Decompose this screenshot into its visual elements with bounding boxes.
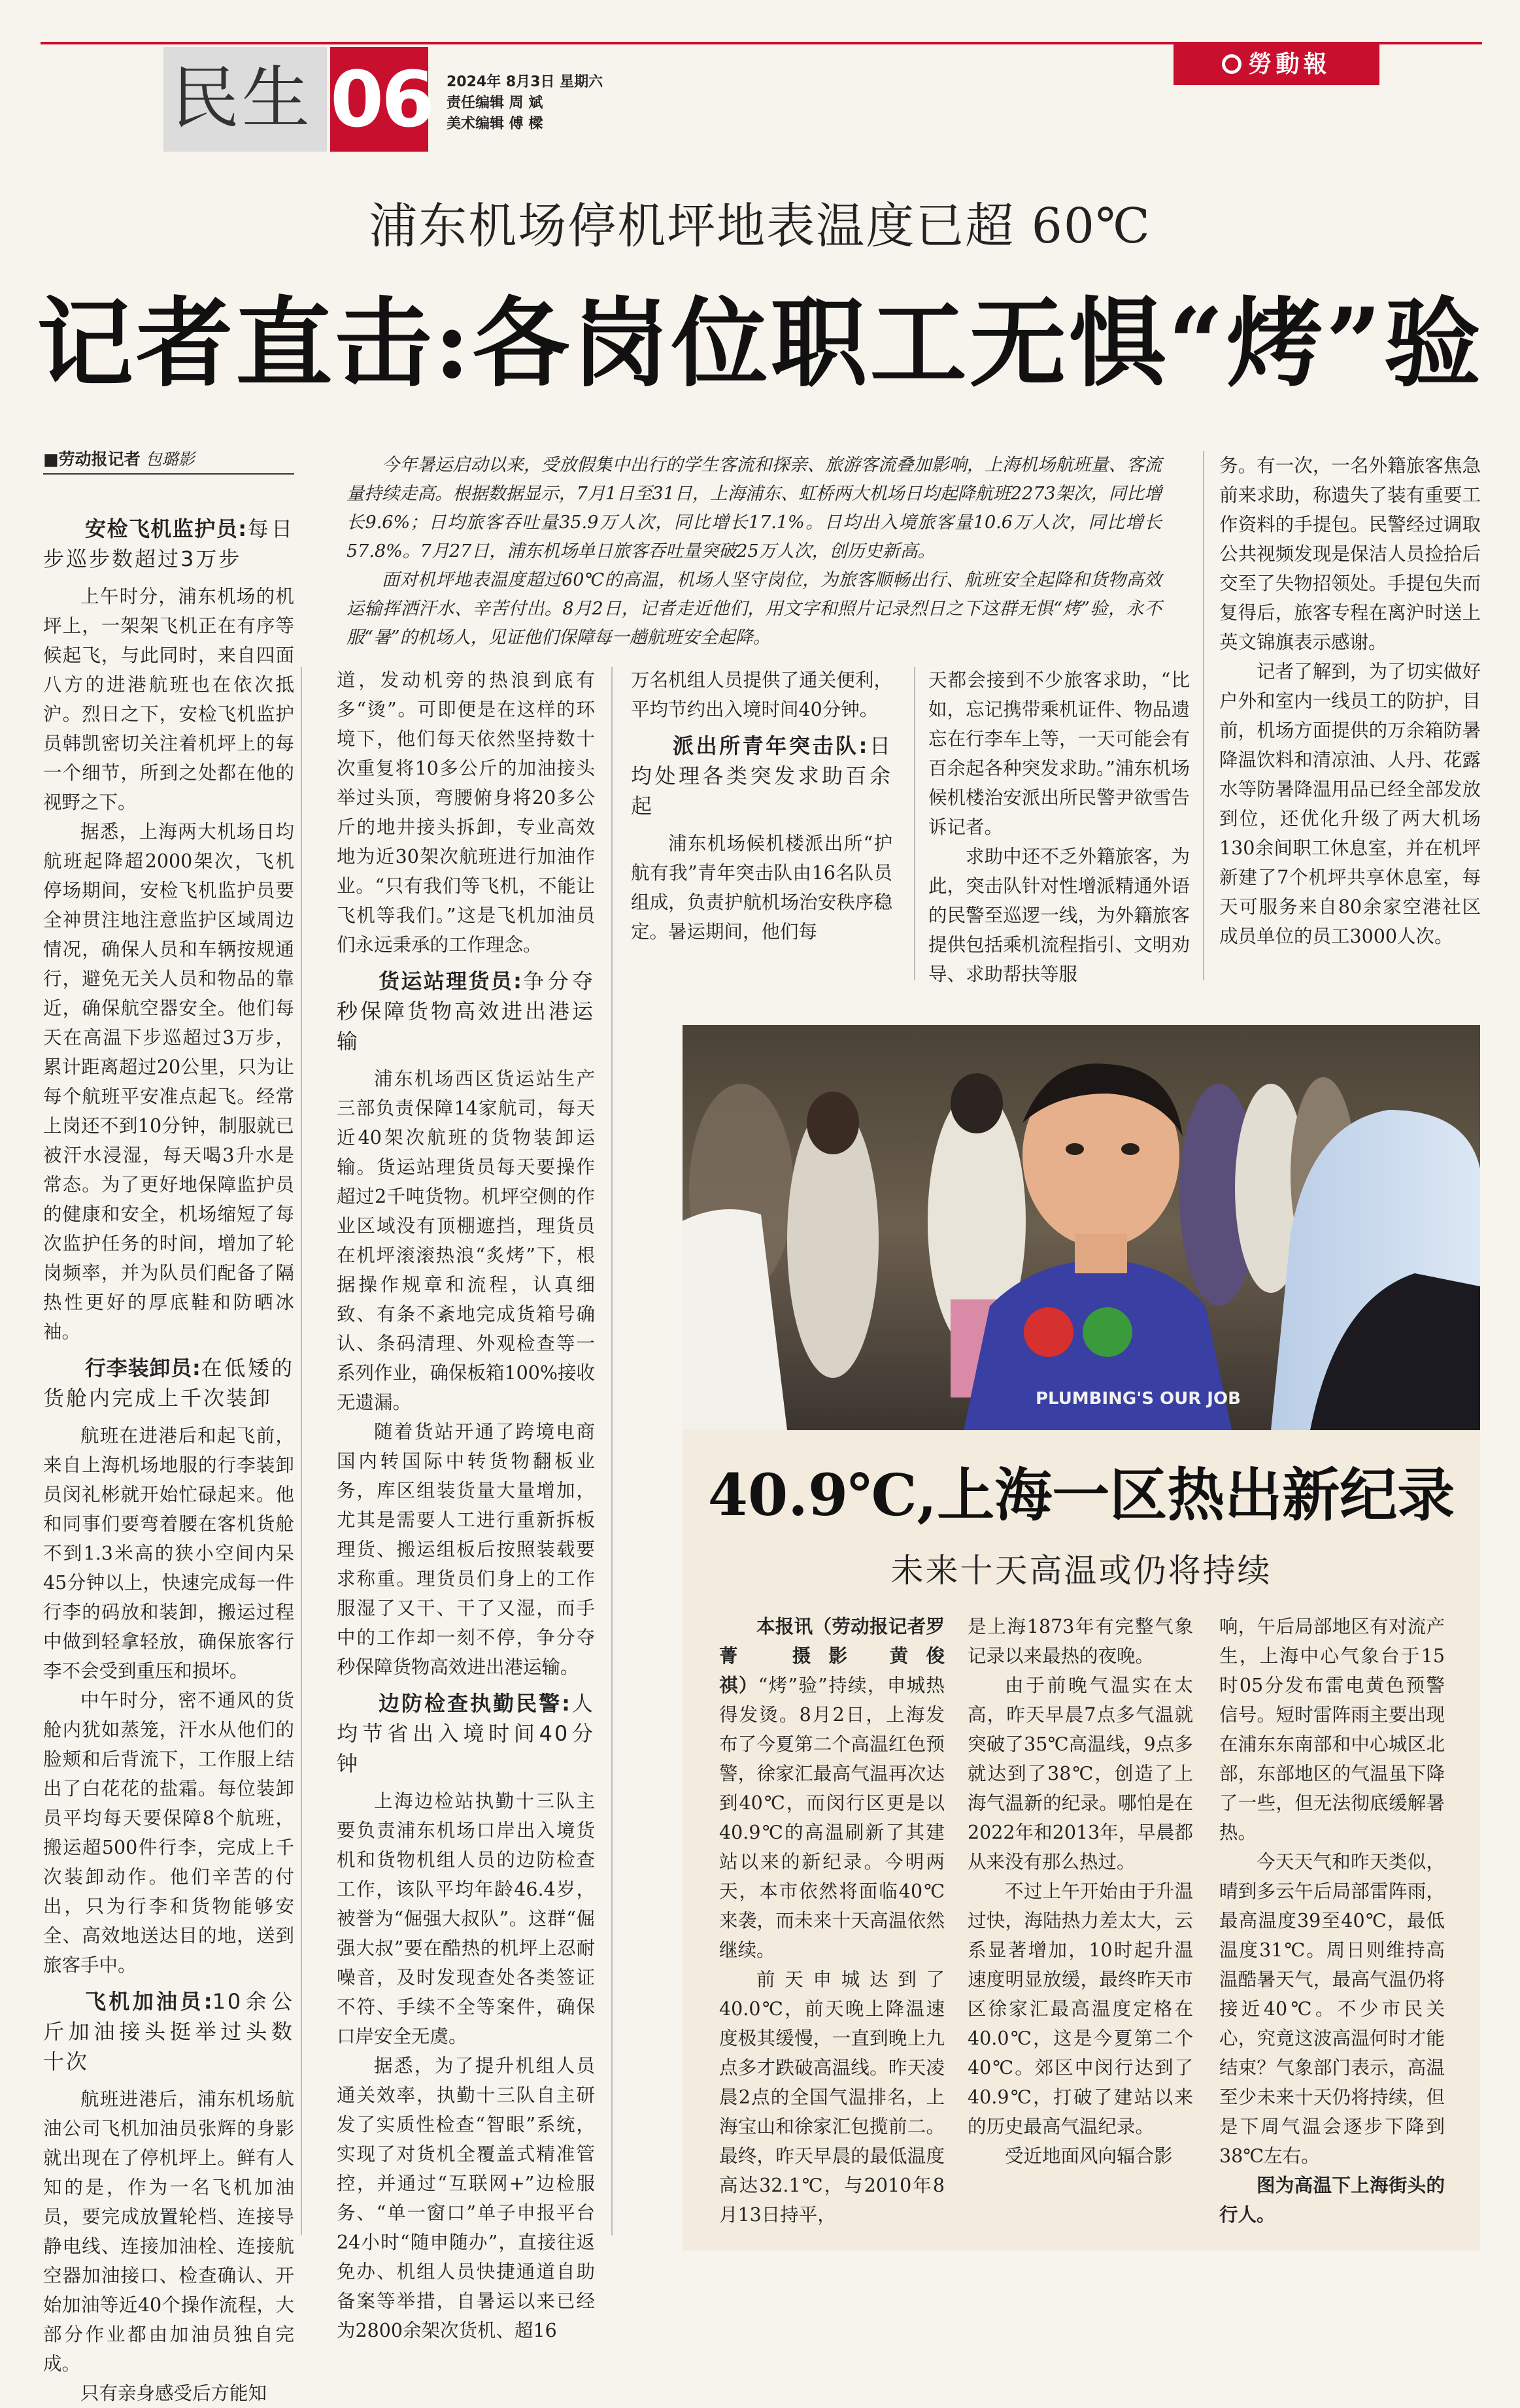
column-rule [301, 667, 302, 2235]
article-column-4 [928, 665, 1190, 989]
weather-column-1 [719, 1612, 945, 2230]
paragraph: 上海边检站执勤十三队主要负责浦东机场口岸出入境货机和货物机组人员的边防检查工作，该队平均年龄46.4岁，被誉为“倔强大叔队”。这群“倔强大叔”要在酷热的机坪上忍耐噪音，及时发现查处各类签证不符、手续不全等案件，确保口岸安全无虞。 [337, 1790, 595, 2047]
paragraph: 天都会接到不少旅客求助，“比如，忘记携带乘机证件、物品遗忘在行李车上等，一天可能会有百余起各种突发求助。”浦东机场候机楼治安派出所民警尹欲雪告诉记者。 [928, 669, 1190, 838]
paragraph: 由于前晚气温实在太高，昨天早晨7点多气温就突破了35℃高温线，9点多就达到了38℃，创造了上海气温新的纪录。哪怕是在2022年和2013年，早晨都从来没有那么热过。 [968, 1675, 1193, 1873]
subhead-rest: 每日步巡步数超过3万步 [43, 516, 294, 571]
column-rule [1203, 451, 1204, 980]
byline [43, 448, 294, 475]
weather-byline: 本报讯（劳动报记者罗菁 摄影 黄俊祺） [719, 1616, 945, 1696]
subhead-bold: 飞机加油员: [85, 1989, 212, 2014]
subhead-bold: 货运站理货员: [379, 969, 522, 994]
article-column-2 [337, 665, 595, 2345]
paragraph: 记者了解到，为了切实做好户外和室内一线员工的防护，目前，机场方面提供的万余箱防暑降温饮料和清凉油、人丹、花露水等防暑降温用品已经全部发放到位，还优化升级了两大机场130余间职工休息室，并在机坪新建了7个机坪共享休息室，每天可服务来自80余家空港社区成员单位的员工3000人次。 [1219, 661, 1481, 947]
subhead-rest: 日均处理各类突发求助百余起 [631, 733, 892, 818]
subhead-border-police [337, 1688, 595, 1779]
article-column-1 [43, 507, 294, 2408]
logo-text: 勞動報 [1248, 50, 1331, 78]
subhead-bold: 安检飞机监护员: [85, 516, 247, 541]
weather-column-3 [1219, 1612, 1445, 2230]
paragraph: 响，午后局部地区有对流产生，上海中心气象台于15时05分发布雷电黄色预警信号。短时雷阵雨主要出现在浦东东南部和中心城区北部，东部地区的气温虽下降了一些，但无法彻底缓解暑热。 [1219, 1616, 1445, 1843]
column-rule [611, 667, 613, 2235]
headline-main: 记者直击:各岗位职工无惧“烤”验 [37, 286, 1483, 400]
tshirt-text: PLUMBING'S OUR JOB [1036, 1389, 1241, 1409]
paragraph: 求助中还不乏外籍旅客，为此，突击队针对性增派精通外语的民警至巡逻一线，为外籍旅客提供包括乘机流程指引、文明劝导、求助帮扶等服 [928, 846, 1190, 985]
byline-label: ■劳动报记者 [43, 450, 141, 469]
paragraph: 航班在进港后和起飞前，来自上海机场地服的行李装卸员闵礼彬就开始忙碌起来。他和同事们要弯着腰在客机货舱不到1.3米高的狭小空间内呆45分钟以上，快速完成每一件行李的码放和装卸，搬运过程中做到轻拿轻放，确保旅客行李不会受到重压和损坏。 [43, 1425, 294, 1682]
subhead-rest: 人均节省出入境时间40分钟 [337, 1691, 595, 1776]
paragraph [719, 1612, 945, 1965]
paragraph: 今天天气和昨天类似，晴到多云午后局部雷阵雨，最高温度39至40℃，最低温度31℃。周日则维持高温酷暑天气，最高气温仍将接近40℃。不少市民关心，究竟这波高温何时才能结束？气象部门表示，高温至少未来十天仍将持续，但是下周气温会逐步下降到38℃左右。 [1219, 1851, 1445, 2167]
paragraph: 务。有一次，一名外籍旅客焦急前来求助，称遗失了装有重要工作资料的手提包。民警经过调取公共视频发现是保洁人员捡拾后交至了失物招领处。手提包失而复得后，旅客专程在离沪时送上英文锦旗表示感谢。 [1219, 455, 1481, 653]
lead-paragraph: 今年暑运启动以来，受放假集中出行的学生客流和探亲、旅游客流叠加影响，上海机场航班量、客流量持续走高。根据数据显示，7月1日至31日，上海浦东、虹桥两大机场日均起降航班2273架次，同比增长9.6%；日均旅客吞吐量35.9万人次，同比增长17.1%。日均出入境旅客量10.6万人次，同比增长57.8%。7月27日，浦东机场单日旅客吞吐量突破25万人次，创历史新高。 [346, 455, 1162, 561]
column-rule [914, 667, 915, 980]
article-column-3 [631, 665, 892, 946]
subhead-baggage-handler [43, 1353, 294, 1413]
page-meta [447, 72, 603, 135]
subhead-cargo-clerk [337, 966, 595, 1056]
section-name: 民生 [171, 58, 313, 138]
page-number: 06 [330, 47, 428, 152]
responsible-editor: 责任编辑 周 斌 [447, 95, 543, 111]
paragraph: 随着货站开通了跨境电商国内转国际中转货物翻板业务，库区组装货量大量增加，尤其是需要人工进行重新拆板理货、搬运组板后按照装载要求称重。理货员们身上的工作服湿了又干、干了又湿，而手中的工作却一刻不停，争分夺秒保障货物高效进出港运输。 [337, 1421, 595, 1678]
article-lead [346, 451, 1162, 652]
paragraph: 只有亲身感受后方能知 [80, 2383, 267, 2404]
paragraph: 中午时分，密不通风的货舱内犹如蒸笼，汗水从他们的脸颊和后背流下，工作服上结出了白花花的盐霜。每位装卸员平均每天要保障8个航班，搬运超500件行李，完成上千次装卸动作。他们辛苦的付出，只为行李和货物能够安全、高效地送达目的地，送到旅客手中。 [43, 1690, 294, 1976]
art-editor: 美术编辑 傅 樑 [447, 116, 543, 132]
subhead-rest: 10余公斤加油接头挺举过头数十次 [43, 1989, 294, 2074]
subhead-bold: 行李装卸员: [85, 1356, 201, 1380]
weather-headline: 40.9℃,上海一区热出新纪录 [707, 1461, 1455, 1529]
subhead-security-monitor [43, 514, 294, 574]
street-photo [683, 1025, 1480, 1430]
subhead-rest: 争分夺秒保障货物高效进出港运输 [337, 969, 595, 1054]
paragraph: 受近地面风向辐合影 [1005, 2145, 1173, 2167]
paragraph: 前天申城达到了40.0℃，前天晚上降温速度极其缓慢，一直到晚上九点多才跌破高温线。昨天凌晨2点的全国气温排名，上海宝山和徐家汇包揽前二。最终，昨天早晨的最低温度高达32.1℃，与2010年8月13日持平， [719, 1969, 945, 2226]
paragraph: 上午时分，浦东机场的机坪上，一架架飞机正在有序等候起飞，与此同时，来自四面八方的进港航班也在依次抵沪。烈日之下，安检飞机监护员韩凯密切关注着机坪上的每一个细节，所到之处都在他的视野之下。 [43, 586, 294, 813]
paragraph: 是上海1873年有完整气象记录以来最热的夜晚。 [968, 1616, 1193, 1667]
paragraph: 航班进港后，浦东机场航油公司飞机加油员张辉的身影就出现在了停机坪上。鲜有人知的是，作为一名飞机加油员，要完成放置轮档、连接导静电线、连接加油栓、连接航空器加油接口、检查确认、开始加油等近40个操作流程，大部分作业都由加油员独自完成。 [43, 2088, 294, 2375]
headline-kicker: 浦东机场停机坪地表温度已超 60℃ [369, 198, 1151, 254]
subhead-bold: 派出所青年突击队: [673, 733, 868, 758]
weather-subheadline: 未来十天高温或仍将持续 [890, 1552, 1272, 1590]
logo-mark-icon [1222, 54, 1241, 74]
paragraph-text: “烤”验”持续，申城热得发烫。8月2日，上海发布了今夏第二个高温红色预警，徐家汇最高气温再次达到40℃，而闵行区更是以40.9℃的高温刷新了其建站以来的新纪录。今明两天，本市依然将面临40℃来袭，而未来十天高温依然继续。 [719, 1675, 945, 1961]
paragraph: 不过上午开始由于升温过快，海陆热力差太大，云系显著增加，10时起升温速度明显放缓，最终昨天市区徐家汇最高温度定格在40.0℃，这是今夏第二个40℃。郊区中闵行达到了40.9℃，打破了建站以来的历史最高气温纪录。 [968, 1881, 1193, 2137]
paragraph: 道，发动机旁的热浪到底有多“烫”。可即便是在这样的环境下，他们每天依然坚持数十次重复将10多公斤的加油接头举过头顶，弯腰俯身将20多公斤的地井接头拆卸，专业高效地为近30架次航班进行加油作业。“只有我们等飞机，不能让飞机等我们。”这是飞机加油员们永远秉承的工作理念。 [337, 669, 595, 956]
lead-paragraph: 面对机坪地表温度超过60℃的高温，机场人坚守岗位，为旅客顺畅出行、航班安全起降和货物高效运输挥洒汗水、辛苦付出。8月2日，记者走近他们，用文字和照片记录烈日之下这群无惧“烤”验，永不服“暑”的机场人，见证他们保障每一趟航班安全起降。 [346, 570, 1162, 648]
street-photo-image [683, 1025, 1480, 1430]
photo-caption: 图为高温下上海街头的行人。 [1219, 2175, 1445, 2226]
article-column-5 [1219, 451, 1481, 951]
subhead-police-youth-team [631, 731, 892, 821]
paragraph: 据悉，为了提升机组人员通关效率，执勤十三队自主研发了实质性检查“智眼”系统，实现了对货机全覆盖式精准管控，并通过“互联网+”边检服务、“单一窗口”单子申报平台24小时“随申随办”，直接往返免办、机组人员快捷通道自助备案等举措，自暑运以来已经为2800余架次货机、超16 [337, 2055, 595, 2341]
paragraph: 万名机组人员提供了通关便利，平均节约出入境时间40分钟。 [631, 669, 892, 720]
subhead-refueler [43, 1986, 294, 2077]
subhead-rest: 在低矮的货舱内完成上千次装卸 [43, 1356, 294, 1411]
byline-name: 包璐影 [145, 450, 195, 469]
weather-column-2 [968, 1612, 1193, 2171]
issue-date: 2024年 8月3日 星期六 [447, 74, 603, 90]
paragraph: 浦东机场候机楼派出所“护航有我”青年突击队由16名队员组成，负责护航机场治安秩序稳定。暑运期间，他们每 [631, 833, 892, 943]
newspaper-logo [1174, 43, 1379, 85]
paragraph: 据悉，上海两大机场日均航班起降超2000架次，飞机停场期间，安检飞机监护员要全神贯注地注意监护区域周边情况，确保人员和车辆按规通行，避免无关人员和物品的靠近，确保航空器安全。他们每天在高温下步巡超过3万步，累计距离超过20公里，只为让每个航班平安准点起飞。经常上岗还不到10分钟，制服就已被汗水浸湿，每天喝3升水是常态。为了更好地保障监护员的健康和安全，机场缩短了每次监护任务的时间，增加了轮岗频率，并为队员们配备了隔热性更好的厚底鞋和防晒冰袖。 [43, 821, 294, 1343]
paragraph: 浦东机场西区货运站生产三部负责保障14家航司，每天近40架次航班的货物装卸运输。货运站理货员每天要操作超过2千吨货物。机坪空侧的作业区域没有顶棚遮挡，理货员在机坪滚滚热浪“炙烤”下，根据操作规章和流程，认真细致、有条不紊地完成货箱号确认、条码清理、外观检查等一系列作业，确保板箱100%接收无遗漏。 [337, 1068, 595, 1413]
subhead-bold: 边防检查执勤民警: [379, 1691, 570, 1716]
